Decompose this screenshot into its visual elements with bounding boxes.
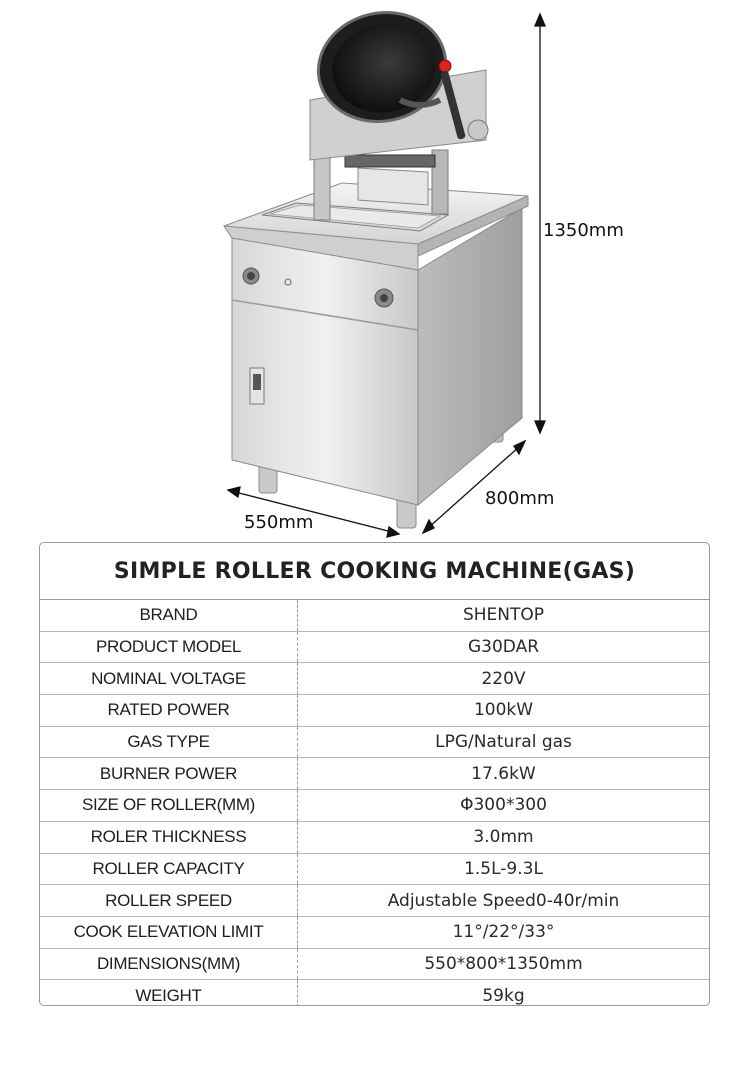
table-row [40,727,709,759]
spec-value: G30DAR [467,637,540,658]
spec-label: GAS TYPE [40,727,298,758]
spec-label: BRAND [40,600,298,631]
table-row [40,663,709,695]
spec-label: RATED POWER [40,695,298,726]
spec-value: 17.6kW [471,763,536,784]
table-rows [40,600,709,1006]
table-row [40,758,709,790]
spec-value: 1.5L-9.3L [464,858,543,879]
spec-label: ROLLER SPEED [40,885,298,916]
width-dimension-label: 550mm [244,512,314,533]
table-row [40,917,709,949]
spec-value: Φ300*300 [460,795,547,816]
table-row [40,885,709,917]
spec-value: 100kW [473,700,534,721]
table-row [40,695,709,727]
spec-label: BURNER POWER [40,758,298,789]
spec-label: DIMENSIONS(MM) [40,949,298,980]
table-row [40,980,709,1006]
spec-label: ROLLER CAPACITY [40,854,298,885]
spec-label: COOK ELEVATION LIMIT [40,917,298,948]
spec-value: 550*800*1350mm [424,953,583,974]
table-row [40,854,709,886]
spec-value: 59kg [482,986,525,1006]
spec-label: NOMINAL VOLTAGE [40,663,298,694]
spec-label: PRODUCT MODEL [40,632,298,663]
height-dimension-label: 1350mm [543,220,624,241]
spec-value: Adjustable Speed0-40r/min [387,890,620,911]
table-row [40,632,709,664]
spec-value: 11°/22°/33° [452,922,555,943]
table-title: SIMPLE ROLLER COOKING MACHINE(GAS) [40,543,709,600]
spec-value: LPG/Natural gas [435,732,572,753]
spec-value: 220V [481,668,526,689]
spec-label: WEIGHT [40,980,298,1006]
table-row [40,790,709,822]
spec-label: SIZE OF ROLLER(MM) [40,790,298,821]
depth-dimension-label: 800mm [485,488,555,509]
spec-value: 3.0mm [473,827,534,848]
spec-value: SHENTOP [462,605,545,626]
table-row [40,822,709,854]
table-row [40,600,709,632]
spec-label: ROLER THICKNESS [40,822,298,853]
table-row [40,949,709,981]
specification-table [39,542,710,1006]
